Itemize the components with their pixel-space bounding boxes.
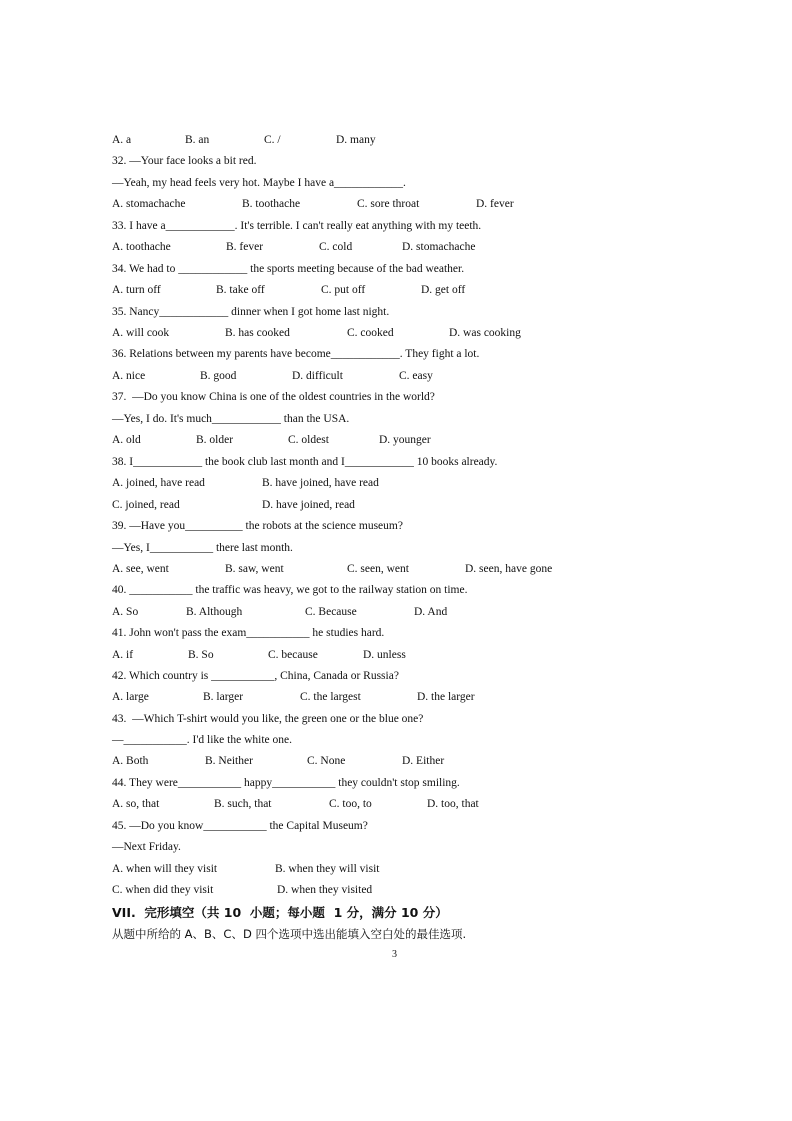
q39-option-d: D. seen, have gone bbox=[465, 563, 553, 575]
q32-answer-line: —Yeah, my head feels very hot. Maybe I have a____________. bbox=[112, 177, 406, 189]
q35-option-b: B. has cooked bbox=[225, 327, 290, 339]
q37-question: 37. —Do you know China is one of the oldest countries in the world? bbox=[112, 391, 435, 403]
q35-question: 35. Nancy____________ dinner when I got home last night. bbox=[112, 306, 390, 318]
q45-answer-line: —Next Friday. bbox=[112, 841, 181, 853]
section-instruction: 从题中所给的 A、B、C、D 四个选项中选出能填入空白处的最佳选项. bbox=[112, 927, 467, 941]
q43-option-a: A. Both bbox=[112, 755, 149, 767]
q44-option-a: A. so, that bbox=[112, 798, 160, 810]
q36-option-d: D. difficult bbox=[292, 370, 343, 382]
q36-option-b: B. good bbox=[200, 370, 237, 382]
q41-option-b: B. So bbox=[188, 649, 214, 661]
q45-option-d: D. when they visited bbox=[277, 884, 373, 896]
q45-option-a: A. when will they visit bbox=[112, 863, 218, 875]
q41-question: 41. John won't pass the exam___________ he studies hard. bbox=[112, 627, 385, 639]
q45-option-c: C. when did they visit bbox=[112, 884, 214, 896]
q43-option-b: B. Neither bbox=[205, 755, 253, 767]
q42-option-c: C. the largest bbox=[300, 691, 361, 703]
q33-option-c: C. cold bbox=[319, 241, 353, 253]
q40-question: 40. ___________ the traffic was heavy, we got to the railway station on time. bbox=[112, 584, 468, 596]
q34-option-a: A. turn off bbox=[112, 284, 161, 296]
q40-option-b: B. Although bbox=[186, 606, 243, 618]
q42-option-a: A. large bbox=[112, 691, 149, 703]
q33-option-a: A. toothache bbox=[112, 241, 171, 253]
q44-question: 44. They were___________ happy___________ they couldn't stop smiling. bbox=[112, 777, 460, 789]
q40-option-c: C. Because bbox=[305, 606, 357, 618]
q45-option-b: B. when they will visit bbox=[275, 863, 380, 875]
q32-option-d: D. fever bbox=[476, 198, 514, 210]
q41-option-c: C. because bbox=[268, 649, 318, 661]
q39-option-b: B. saw, went bbox=[225, 563, 284, 575]
q31-option-a: A. a bbox=[112, 134, 132, 146]
q33-option-d: D. stomachache bbox=[402, 241, 476, 253]
q35-option-a: A. will cook bbox=[112, 327, 170, 339]
q36-question: 36. Relations between my parents have become____________. They fight a lot. bbox=[112, 348, 480, 360]
q34-option-c: C. put off bbox=[321, 284, 366, 296]
q42-question: 42. Which country is ___________, China, Canada or Russia? bbox=[112, 670, 399, 682]
q41-option-d: D. unless bbox=[363, 649, 406, 661]
section-title: VII. 完形填空（共 10 小题；每小题 1 分，满分 10 分） bbox=[112, 905, 448, 920]
q34-question: 34. We had to ____________ the sports meeting because of the bad weather. bbox=[112, 263, 465, 275]
q37-option-a: A. old bbox=[112, 434, 141, 446]
q35-option-c: C. cooked bbox=[347, 327, 394, 339]
q40-option-d: D. And bbox=[414, 606, 448, 618]
q39-answer-line: —Yes, I___________ there last month. bbox=[112, 542, 293, 554]
q38-option-c: C. joined, read bbox=[112, 499, 180, 511]
q38-option-d: D. have joined, read bbox=[262, 499, 355, 511]
q35-option-d: D. was cooking bbox=[449, 327, 521, 339]
q37-answer-line: —Yes, I do. It's much____________ than the USA. bbox=[112, 413, 350, 425]
q33-option-b: B. fever bbox=[226, 241, 264, 253]
q40-option-a: A. So bbox=[112, 606, 139, 618]
q32-option-a: A. stomachache bbox=[112, 198, 186, 210]
q38-question: 38. I____________ the book club last month and I____________ 10 books already. bbox=[112, 456, 498, 468]
page-number: 3 bbox=[392, 949, 397, 960]
q31-option-d: D. many bbox=[336, 134, 376, 146]
q39-question: 39. —Have you__________ the robots at the science museum? bbox=[112, 520, 403, 532]
q42-option-b: B. larger bbox=[203, 691, 244, 703]
q41-option-a: A. if bbox=[112, 649, 134, 661]
q44-option-d: D. too, that bbox=[427, 798, 479, 810]
q37-option-c: C. oldest bbox=[288, 434, 329, 446]
q38-option-a: A. joined, have read bbox=[112, 477, 205, 489]
q45-question: 45. —Do you know___________ the Capital Museum? bbox=[112, 820, 368, 832]
q43-option-d: D. Either bbox=[402, 755, 445, 767]
q37-option-d: D. younger bbox=[379, 434, 431, 446]
q33-question: 33. I have a____________. It's terrible. I can't really eat anything with my teeth. bbox=[112, 220, 482, 232]
q32-option-c: C. sore throat bbox=[357, 198, 420, 210]
q36-option-c: C. easy bbox=[399, 370, 433, 382]
q32-option-b: B. toothache bbox=[242, 198, 301, 210]
q32-question: 32. —Your face looks a bit red. bbox=[112, 155, 257, 167]
q44-option-c: C. too, to bbox=[329, 798, 372, 810]
q31-option-b: B. an bbox=[185, 134, 210, 146]
q34-option-b: B. take off bbox=[216, 284, 265, 296]
q43-option-c: C. None bbox=[307, 755, 346, 767]
q42-option-d: D. the larger bbox=[417, 691, 475, 703]
q43-question: 43. —Which T-shirt would you like, the green one or the blue one? bbox=[112, 713, 424, 725]
q38-option-b: B. have joined, have read bbox=[262, 477, 379, 489]
q34-option-d: D. get off bbox=[421, 284, 466, 296]
q31-option-c: C. / bbox=[264, 134, 281, 146]
q43-answer-line: —___________. I'd like the white one. bbox=[112, 734, 292, 746]
q36-option-a: A. nice bbox=[112, 370, 146, 382]
q44-option-b: B. such, that bbox=[214, 798, 272, 810]
q37-option-b: B. older bbox=[196, 434, 234, 446]
q39-option-a: A. see, went bbox=[112, 563, 169, 575]
q39-option-c: C. seen, went bbox=[347, 563, 409, 575]
